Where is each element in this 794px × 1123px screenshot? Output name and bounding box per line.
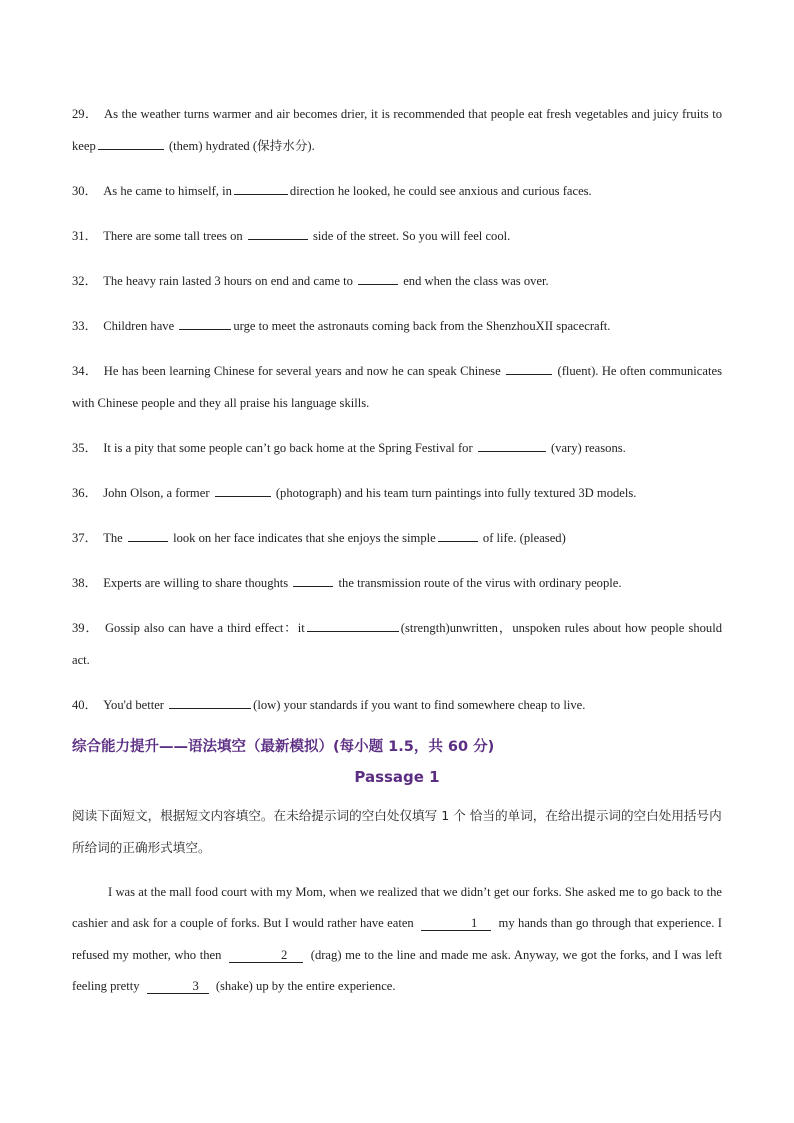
answer-blank[interactable]: [179, 316, 231, 330]
answer-blank[interactable]: [234, 181, 288, 195]
answer-blank[interactable]: [215, 483, 271, 497]
answer-blank[interactable]: [358, 271, 398, 285]
question-32: 32． The heavy rain lasted 3 hours on end and came to end when the class was over.: [72, 265, 722, 297]
question-35: 35． It is a pity that some people can’t go back home at the Spring Festival for (vary) reasons.: [72, 432, 722, 464]
question-36: 36． John Olson, a former (photograph) and his team turn paintings into fully textured 3D models.: [72, 477, 722, 509]
question-40: 40． You'd better (low) your standards if you want to find somewhere cheap to live.: [72, 689, 722, 721]
question-33: 33． Children have urge to meet the astronauts coming back from the ShenzhouXII spacecraft.: [72, 310, 722, 342]
answer-blank-1[interactable]: 1: [421, 917, 491, 931]
answer-blank[interactable]: [293, 573, 333, 587]
question-37: 37． The look on her face indicates that she enjoys the simple of life. (pleased): [72, 522, 722, 554]
answer-blank[interactable]: [478, 438, 546, 452]
section-title: 综合能力提升——语法填空（最新模拟）(每小题 1.5，共 60 分): [72, 739, 495, 755]
question-39: 39． Gossip also can have a third effect：it (strength)unwritten，unspoken rules about how people should act.: [72, 612, 722, 676]
question-31: 31． There are some tall trees on side of the street. So you will feel cool.: [72, 220, 722, 252]
passage-title: Passage 1: [354, 768, 440, 786]
answer-blank[interactable]: [248, 226, 308, 240]
answer-blank-2[interactable]: 2: [229, 949, 303, 963]
question-30: 30． As he came to himself, in direction he looked, he could see anxious and curious faces.: [72, 175, 722, 207]
question-38: 38． Experts are willing to share thoughts the transmission route of the virus with ordinary people.: [72, 567, 722, 599]
answer-blank[interactable]: [98, 136, 164, 150]
question-29: 29． As the weather turns warmer and air becomes drier, it is recommended that people eat fresh vegetables and juicy fruits to keep (them) hydrated (保持水分).: [72, 107, 722, 153]
worksheet-page: [72, 98, 722, 1015]
answer-blank-3[interactable]: 3: [147, 980, 209, 994]
answer-blank[interactable]: [169, 695, 251, 709]
passage-text: I was at the mall food court with my Mom, when we realized that we didn’t get our forks. She asked me to go back to the cashier and ask for a couple of forks. But I would rather have eaten 1 my hands than go through that experience. I refused my mother, who then 2 (drag) me to the line and made me ask. Anyway, we got the forks, and I was left feeling pretty 3 (shake) up by the entire experience.: [72, 884, 722, 994]
answer-blank[interactable]: [506, 361, 552, 375]
answer-blank[interactable]: [307, 618, 399, 632]
question-34: 34． He has been learning Chinese for several years and now he can speak Chinese (fluent). He often communicates with Chinese people and they all praise his language skills.: [72, 355, 722, 419]
instructions: 阅读下面短文，根据短文内容填空。在未给提示词的空白处仅填写 1 个 恰当的单词，在给出提示词的空白处用括号内所给词的正确形式填空。: [72, 808, 722, 855]
answer-blank[interactable]: [438, 528, 478, 542]
answer-blank[interactable]: [128, 528, 168, 542]
